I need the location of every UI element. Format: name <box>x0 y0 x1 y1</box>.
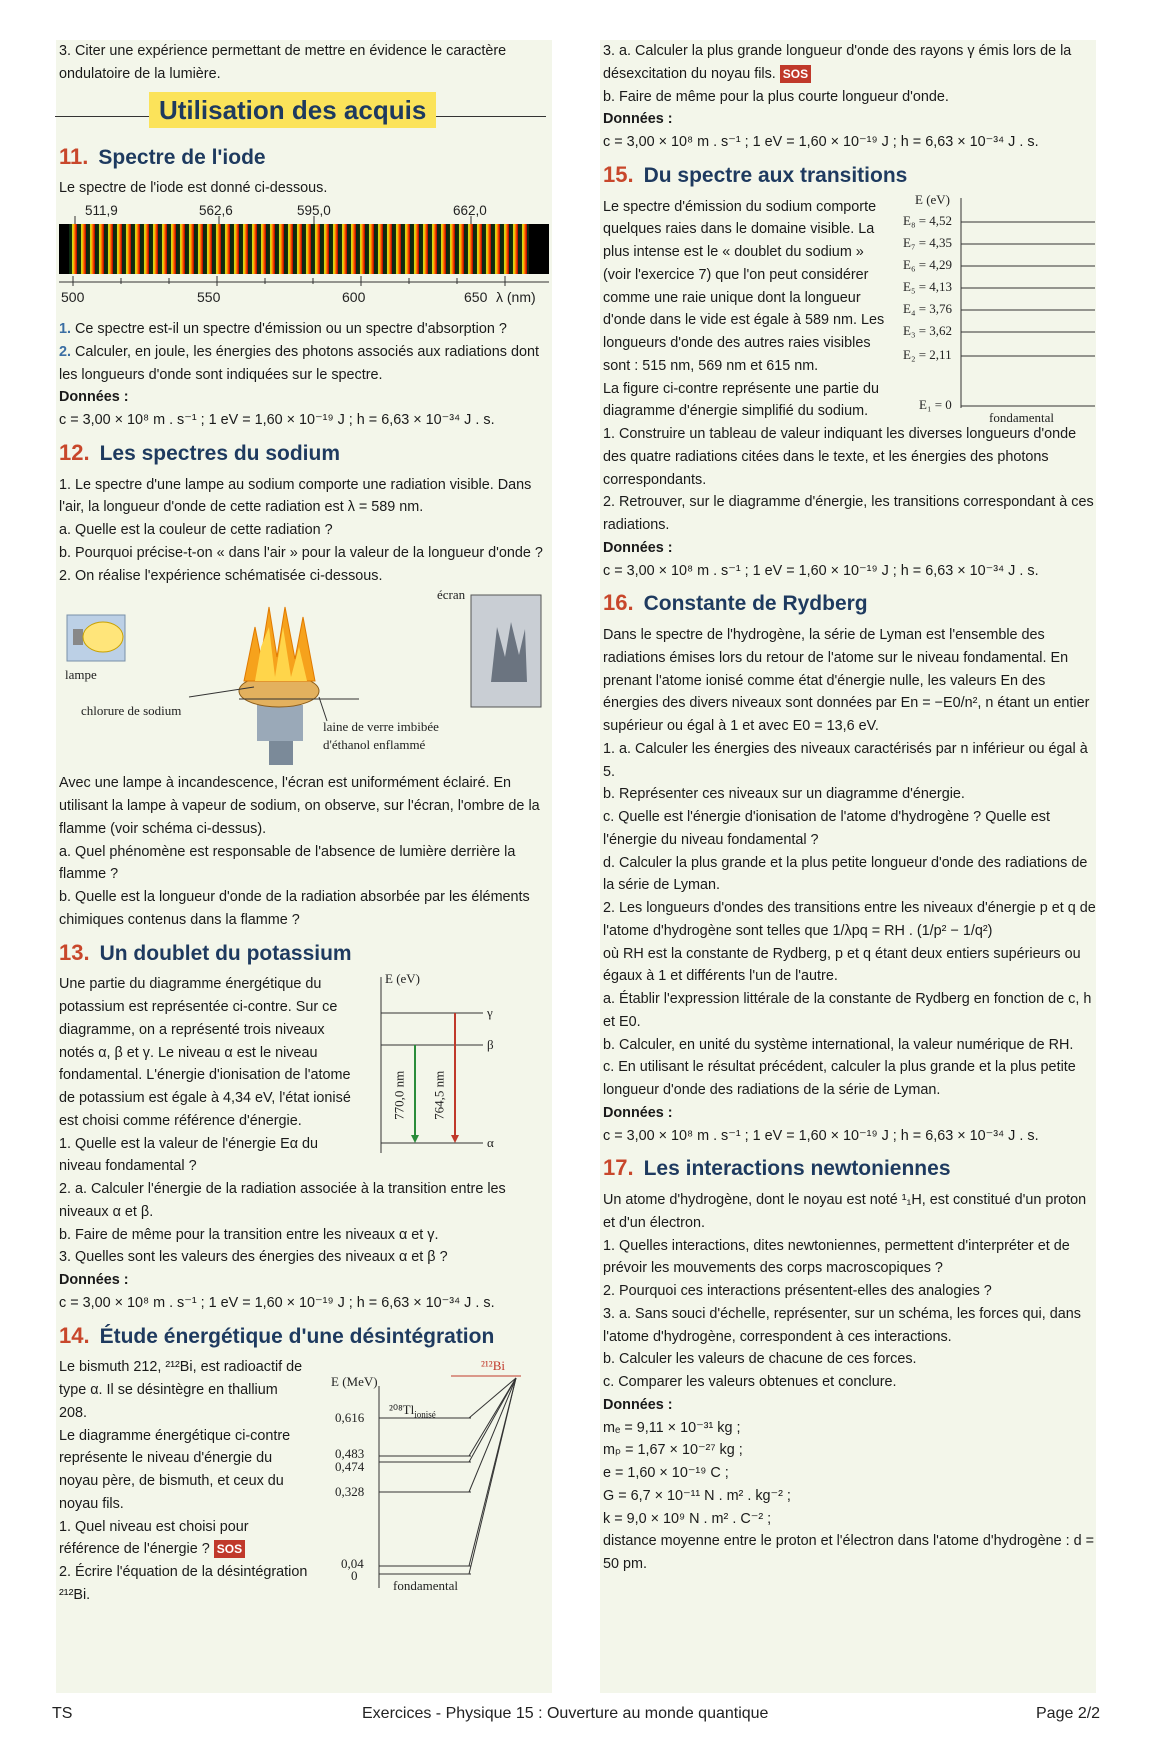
ex13-data: c = 3,00 × 10⁸ m . s⁻¹ ; 1 eV = 1,60 × 10⁻¹⁹ J ; h = 6,63 × 10⁻³⁴ J . s. <box>59 1294 495 1311</box>
label-ethanol: d'éthanol enflammé <box>323 737 426 753</box>
diag14-axis: E (MeV) <box>331 1374 378 1390</box>
ex17-d4: G = 6,7 × 10⁻¹¹ N . m² . kg⁻² ; <box>603 1487 791 1504</box>
r-data: c = 3,00 × 10⁸ m . s⁻¹ ; 1 eV = 1,60 × 10⁻¹⁹ J ; h = 6,63 × 10⁻³⁴ J . s. <box>603 134 1039 150</box>
ex17-q1: 1. Quelles interactions, dites newtoniennes, permettent d'interpréter et de prévoir les mouvements des corps macroscopiques ? <box>603 1237 1070 1277</box>
ex17-q3c: c. Comparer les valeurs obtenues et conclure. <box>603 1374 897 1390</box>
tick-662: 662,0 <box>453 203 487 218</box>
ex14-body <box>59 1356 552 1606</box>
ex12-p1: Avec une lampe à incandescence, l'écran est uniformément éclairé. En utilisant la lampe à vapeur de sodium, on observe, sur l'écran, l'ombre de la flamme (voir schéma ci-dessus). <box>59 775 540 837</box>
ex17-q3b: b. Calculer les valeurs de chacune de ces forces. <box>603 1351 917 1368</box>
sodium-experiment-figure <box>59 587 552 772</box>
lvl-e6: E₆ = 4,29 <box>903 256 953 272</box>
left-column <box>56 40 552 1693</box>
ex16-q1b: b. Représenter ces niveaux sur un diagramme d'énergie. <box>603 786 965 803</box>
val-0474: 0,474 <box>335 1459 365 1475</box>
ex13-q3: 3. Quelles sont les valeurs des énergies des niveaux α et β ? <box>59 1249 448 1266</box>
ex17-p1: Un atome d'hydrogène, dont le noyau est noté ¹₁H, est constitué d'un proton et d'un électron. <box>603 1192 1087 1231</box>
ex15-text2: La figure ci-contre représente une partie du diagramme d'énergie simplifié du sodium. <box>603 380 879 420</box>
ex16-qc: c. En utilisant le résultat précédent, calculer la plus grande et la plus petite longueur d'onde des radiations de la série de Lyman. <box>603 1059 1076 1098</box>
arrow-764: 764,5 nm <box>431 1070 447 1121</box>
ex13-body <box>59 973 552 1178</box>
ex16-data-label: Données : <box>603 1104 673 1121</box>
ex12-q2: 2. On réalise l'expérience schématisée ci-dessous. <box>59 567 383 584</box>
lvl-e2: E₂ = 2,11 <box>903 346 952 362</box>
lvl-e8: E₈ = 4,52 <box>903 212 953 228</box>
ex12-q1: 1. Le spectre d'une lampe au sodium comporte une radiation visible. Dans l'air, la longueur d'onde de cette radiation est λ = 589 nm. <box>59 476 532 516</box>
r-q3b: b. Faire de même pour la plus courte longueur d'onde. <box>603 88 949 105</box>
ex17-data-label: Données : <box>603 1396 673 1413</box>
ex16-q2: 2. Les longueurs d'ondes des transitions entre les niveaux d'énergie p et q de l'atome d'hydrogène sont telles que 1/λpq = RH . (1/p² − 1/q²) <box>603 900 1096 939</box>
ex15-body <box>603 191 1096 425</box>
ex13-heading: 13. Un doublet du potassium <box>59 939 352 965</box>
ex16-q1d: d. Calculer la plus grande et la plus petite longueur d'onde des radiations de la série de Lyman. <box>603 854 1088 894</box>
lvl-e4: E₄ = 3,76 <box>903 300 953 316</box>
r-data-label: Données : <box>603 111 673 128</box>
label-ecran: écran <box>437 587 466 603</box>
ex13-q2b: b. Faire de même pour la transition entre les niveaux α et γ. <box>59 1226 439 1243</box>
tick-595: 595,0 <box>297 203 331 218</box>
potassium-diagram <box>367 973 557 1163</box>
ex15-data: c = 3,00 × 10⁸ m . s⁻¹ ; 1 eV = 1,60 × 10⁻¹⁹ J ; h = 6,63 × 10⁻³⁴ J . s. <box>603 562 1039 579</box>
ex14-text2: Le diagramme énergétique ci-contre représente le niveau d'énergie du noyau père, de bismuth, et ceux du noyau fils. <box>59 1427 291 1512</box>
bottom-tick-500: 500 <box>61 289 85 305</box>
bottom-tick-550: 550 <box>197 289 221 305</box>
ex16-q1c: c. Quelle est l'énergie d'ionisation de l'atome d'hydrogène ? Quelle est l'énergie du niveau fondamental ? <box>603 809 1050 848</box>
ex11-heading <box>59 140 552 175</box>
ex15-text: Le spectre d'émission du sodium comporte quelques raies dans le domaine visible. La plus intense est le « doublet du sodium » (voir l'exercice 7) que l'on peut considérer comme une raie unique dont la longueur d'onde dans le vide est égale à 589 nm. Les longueurs d'onde des autres raies visibles sont : 515 nm, 569 nm et 615 nm. <box>603 198 885 374</box>
section-title: Utilisation des acquis <box>149 92 436 128</box>
ex15-data-label: Données : <box>603 539 673 556</box>
ex12-qa2: a. Quel phénomène est responsable de l'absence de lumière derrière la flamme ? <box>59 843 516 883</box>
ex17-d3: e = 1,60 × 10⁻¹⁹ C ; <box>603 1465 729 1481</box>
ex15-q1: 1. Construire un tableau de valeur indiquant les diverses longueurs d'onde des quatre radiations citées dans le texte, et les énergies des photons correspondants. <box>603 426 1077 488</box>
section-header <box>59 92 552 132</box>
level-gamma: γ <box>487 1005 493 1021</box>
sos-badge-right: SOS <box>780 65 811 83</box>
level-alpha: α <box>487 1135 494 1151</box>
val-004: 0,04 <box>341 1556 364 1572</box>
arrow-770: 770,0 nm <box>391 1070 407 1121</box>
sodium-diagram <box>899 191 1099 434</box>
ex11-data-label: Données : <box>59 389 129 406</box>
ex11-q1: 1. Ce spectre est-il un spectre d'émission ou un spectre d'absorption ? <box>59 321 507 337</box>
ex13-data-label: Données : <box>59 1272 129 1288</box>
ex12-heading: 12. Les spectres du sodium <box>59 439 340 465</box>
ex16-data: c = 3,00 × 10⁸ m . s⁻¹ ; 1 eV = 1,60 × 10⁻¹⁹ J ; h = 6,63 × 10⁻³⁴ J . s. <box>603 1127 1039 1144</box>
val-0616: 0,616 <box>335 1410 365 1426</box>
diag13-axis: E (eV) <box>385 971 421 987</box>
ex12-qb2: b. Quelle est la longueur d'onde de la radiation absorbée par les éléments chimiques contenus dans la flamme ? <box>59 889 530 928</box>
ex17-q2: 2. Pourquoi ces interactions présentent-elles des analogies ? <box>603 1283 992 1299</box>
ex13-q2a: 2. a. Calculer l'énergie de la radiation associée à la transition entre les niveaux α et β. <box>59 1181 506 1220</box>
right-column <box>600 40 1096 1693</box>
bottom-tick-600: 600 <box>342 289 366 305</box>
label-fond: fondamental <box>393 1578 458 1594</box>
ex17-heading: 17. Les interactions newtoniennes <box>603 1155 951 1181</box>
lvl-e5: E₅ = 4,13 <box>903 278 953 294</box>
ex17-q3a: 3. a. Sans souci d'échelle, représenter, sur un schéma, les forces qui, dans l'atome d'hydrogène, correspondent à ces interactions. <box>603 1305 1081 1345</box>
ex12-qa: a. Quelle est la couleur de cette radiation ? <box>59 522 333 538</box>
label-laine: laine de verre imbibée <box>323 719 439 735</box>
lvl-e1: E₁ = 0 <box>919 396 952 412</box>
label-tl: $^{208}Tl_{ionisé}$ <box>389 1402 436 1420</box>
diag15-axis: E (eV) <box>915 191 951 207</box>
ex17-d1: mₑ = 9,11 × 10⁻³¹ kg ; <box>603 1419 741 1436</box>
ex11-number: 11. <box>59 143 89 169</box>
tick-511: 511,9 <box>85 203 118 218</box>
level-beta: β <box>487 1037 494 1053</box>
ex14-heading: 14. Étude énergétique d'une désintégration <box>59 1322 495 1348</box>
ex17-d5: k = 9,0 × 10⁹ N . m² . C⁻² ; <box>603 1510 772 1527</box>
bismuth-diagram <box>321 1356 553 1596</box>
axis-unit: λ (nm) <box>496 289 536 305</box>
ex16-qb: b. Calculer, en unité du système international, la valeur numérique de RH. <box>603 1036 1074 1053</box>
sos-badge: SOS <box>214 1540 245 1558</box>
val-0328: 0,328 <box>335 1484 365 1500</box>
bottom-tick-650: 650 <box>464 289 488 305</box>
r-q3a: 3. a. Calculer la plus grande longueur d'onde des rayons γ émis lors de la désexcitation du noyau fils. SOS <box>603 43 1072 82</box>
experiment-drawing <box>59 587 555 772</box>
q3-text: 3. Citer une expérience permettant de mettre en évidence le caractère ondulatoire de la lumière. <box>59 43 507 82</box>
footer-center: Exercices - Physique 15 : Ouverture au monde quantique <box>362 1705 769 1722</box>
ex11-q2: 2. Calculer, en joule, les énergies des photons associés aux radiations dont les longueurs d'onde sont indiquées sur le spectre. <box>59 343 540 383</box>
footer-left: TS <box>52 1705 73 1722</box>
val-0483: 0,483 <box>335 1446 365 1462</box>
iodine-spectrum-figure <box>59 200 552 318</box>
val-0: 0 <box>351 1568 358 1584</box>
ex11-intro: Le spectre de l'iode est donné ci-dessous. <box>59 180 328 197</box>
ex11-title: Spectre de l'iode <box>98 145 266 169</box>
ex16-heading: 16. Constante de Rydberg <box>603 590 868 616</box>
ex17-d2: mₚ = 1,67 × 10⁻²⁷ kg ; <box>603 1442 743 1459</box>
tick-562: 562,6 <box>199 203 233 218</box>
ex17-d6: distance moyenne entre le proton et l'électron dans l'atome d'hydrogène : d = 50 pm. <box>603 1533 1095 1572</box>
label-bi: ²¹²Bi <box>481 1358 505 1374</box>
ex13-text: Une partie du diagramme énergétique du potassium est représentée ci-contre. Sur ce diagramme, on a représenté trois niveaux notés α, β et γ. Le niveau α est le niveau fondamental. L'énergie d'ionisation de l'atome de potassium est égale à 4,34 eV, l'état ionisé est choisi comme référence d'énergie. <box>59 976 351 1129</box>
ex13-q1: 1. Quelle est la valeur de l'énergie Eα du niveau fondamental ? <box>59 1135 319 1175</box>
label-chlorure: chlorure de sodium <box>81 703 182 719</box>
ex16-qa: a. Établir l'expression littérale de la constante de Rydberg en fonction de c, h et E0. <box>603 991 1092 1030</box>
ex12-qb: b. Pourquoi précise-t-on « dans l'air » pour la valeur de la longueur d'onde ? <box>59 544 543 561</box>
ex11-data: c = 3,00 × 10⁸ m . s⁻¹ ; 1 eV = 1,60 × 10⁻¹⁹ J ; h = 6,63 × 10⁻³⁴ J . s. <box>59 412 495 428</box>
lvl-e3: E₃ = 3,62 <box>903 322 953 338</box>
ex15-q2: 2. Retrouver, sur le diagramme d'énergie, les transitions correspondant à ces radiations. <box>603 494 1094 533</box>
ex16-q2b: où RH est la constante de Rydberg, p et q étant deux entiers supérieurs ou égaux à 1 et différents l'un de l'autre. <box>603 945 1081 985</box>
ex14-q2: 2. Écrire l'équation de la désintégration ²¹²Bi. <box>59 1564 308 1603</box>
ex16-p1: Dans le spectre de l'hydrogène, la série de Lyman est l'ensemble des radiations émises lors du retour de l'atome sur le niveau fondamental. En prenant l'atome ionisé comme état d'énergie nulle, les valeurs En des énergies des divers niveaux sont données par En = −E0/n², n étant un entier supérieur ou égal à 1 et avec E0 = 13,6 eV. <box>603 627 1090 734</box>
lvl-fond: fondamental <box>989 409 1054 425</box>
ex14-text: Le bismuth 212, ²¹²Bi, est radioactif de type α. Il se désintègre en thallium 208. <box>59 1359 303 1421</box>
lvl-e7: E₇ = 4,35 <box>903 234 953 250</box>
potassium-levels <box>367 973 557 1163</box>
ex16-q1a: 1. a. Calculer les énergies des niveaux caractérisés par n inférieur ou égal à 5. <box>603 740 1088 780</box>
label-lampe: lampe <box>65 667 97 683</box>
ex15-heading: 15. Du spectre aux transitions <box>603 161 908 187</box>
ex14-q1: 1. Quel niveau est choisi pour référence de l'énergie ? SOS <box>59 1518 249 1558</box>
footer-page: Page 2/2 <box>1036 1705 1101 1722</box>
